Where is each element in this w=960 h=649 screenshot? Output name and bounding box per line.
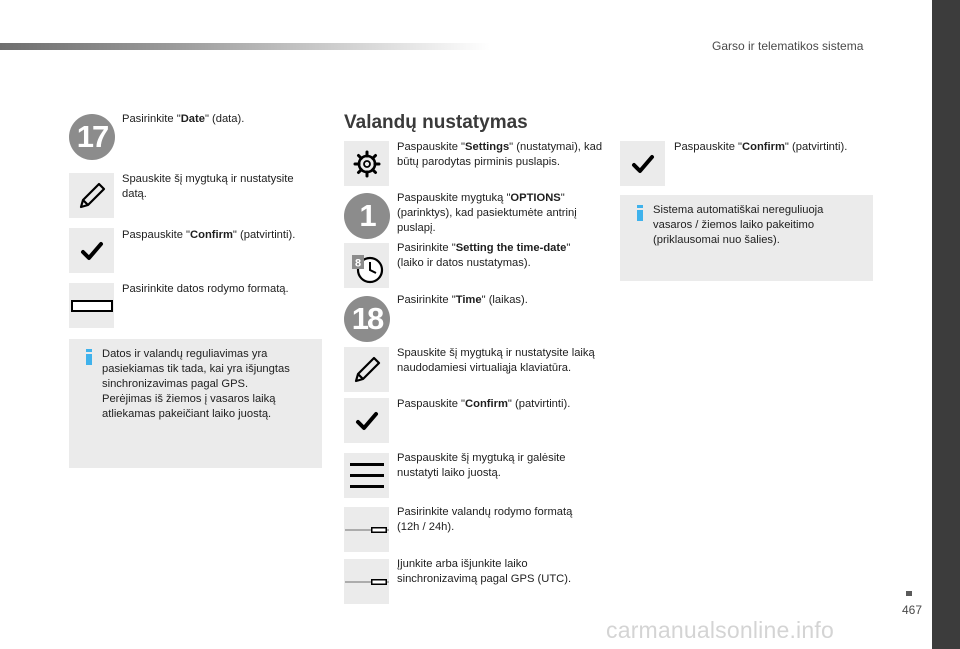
step-text: Spauskite šį mygtuką ir nustatysite laiką naudodamiesi virtualiąja klaviatūra. <box>397 347 595 374</box>
clock-icon <box>344 243 389 288</box>
step-text: " (parinktys), kad pasiektumėte antrinį puslapį. <box>397 192 577 234</box>
info-icon <box>83 349 95 365</box>
middle-step-9 <box>397 557 597 587</box>
edit-pencil-icon <box>69 173 114 218</box>
middle-step-6 <box>397 397 597 412</box>
left-step-2 <box>122 172 312 202</box>
section-title: Valandų nustatymas <box>344 112 528 133</box>
step-keyword: Time <box>455 294 482 306</box>
left-note-text <box>102 347 314 422</box>
right-step-1 <box>674 140 874 155</box>
step-text: Pasirinkite valandų rodymo formatą (12h / 24h). <box>397 506 573 533</box>
note-line: Perėjimas iš žiemos į vasaros laiką <box>102 393 276 405</box>
step-text: " (data). <box>204 113 245 125</box>
step-text: Spauskite šį mygtuką ir nustatysite datą. <box>122 173 294 200</box>
step-text: " (laikas). <box>481 294 528 306</box>
step-keyword: Confirm <box>190 229 233 241</box>
step-text: " (nustatymai), kad būtų parodytas pirminis puslapis. <box>397 141 603 168</box>
step-keyword: Confirm <box>465 398 508 410</box>
info-icon <box>634 205 646 221</box>
checkmark-icon <box>69 228 114 273</box>
note-line: vasaros / žiemos laiko pakeitimo <box>653 219 815 231</box>
step-keyword: Date <box>180 113 205 125</box>
header-title: Garso ir telematikos sistema <box>712 39 864 53</box>
step-text: " (patvirtinti). <box>507 398 571 410</box>
step-text: Pasirinkite " <box>122 113 181 125</box>
step-text: Pasirinkite datos rodymo formatą. <box>122 283 289 295</box>
step-text: Paspauskite šį mygtuką ir galėsite nustatyti laiko juostą. <box>397 452 566 479</box>
middle-step-7 <box>397 451 597 481</box>
step-keyword: Confirm <box>742 141 785 153</box>
note-line: (priklausomai nuo šalies). <box>653 234 780 246</box>
middle-step-1 <box>397 140 607 170</box>
format-bar-icon <box>69 283 114 328</box>
step-text: " (patvirtinti). <box>784 141 848 153</box>
side-tab-bar <box>932 0 960 649</box>
right-note-text <box>653 203 865 248</box>
left-step-3 <box>122 228 322 243</box>
middle-step-8 <box>397 505 597 535</box>
toggle-switch-icon <box>344 507 389 552</box>
step-keyword: Setting the time-date <box>455 242 567 254</box>
step-keyword: OPTIONS <box>510 192 561 204</box>
step-badge-1: 1 <box>344 193 390 239</box>
step-text: Pasirinkite " <box>397 242 456 254</box>
menu-lines-icon <box>344 453 389 498</box>
step-badge-18: 18 <box>344 296 390 342</box>
toggle-switch-icon <box>344 559 389 604</box>
checkmark-icon <box>620 141 665 186</box>
clock-icon-number: 8 <box>354 257 361 269</box>
settings-gear-icon <box>344 141 389 186</box>
watermark: carmanualsonline.info <box>606 617 834 643</box>
step-text: Paspauskite " <box>122 229 191 241</box>
middle-step-4 <box>397 293 597 308</box>
step-badge-17: 17 <box>69 114 115 160</box>
left-info-note <box>69 339 322 468</box>
page-marker <box>906 591 912 596</box>
step-text: Įjunkite arba išjunkite laiko sinchronizavimą pagal GPS (UTC). <box>397 558 572 585</box>
step-text: Pasirinkite " <box>397 294 456 306</box>
page-number: 467 <box>902 603 923 617</box>
step-text: " (laiko ir datos nustatymas). <box>397 242 571 269</box>
edit-pencil-icon <box>344 347 389 392</box>
step-text: Paspauskite " <box>397 141 466 153</box>
step-text: Paspauskite " <box>674 141 743 153</box>
note-line: atliekamas pakeičiant laiko juostą. <box>102 408 272 420</box>
note-line: Sistema automatiškai nereguliuoja <box>653 204 824 216</box>
note-line: pasiekiamas tik tada, kai yra išjungtas <box>102 363 290 375</box>
right-info-note <box>620 195 873 281</box>
middle-step-5 <box>397 346 597 376</box>
header-gradient-rule <box>0 43 490 50</box>
note-line: sinchronizavimas pagal GPS. <box>102 378 249 390</box>
left-step-1 <box>122 112 312 127</box>
middle-step-3 <box>397 241 597 271</box>
step-keyword: Settings <box>465 141 510 153</box>
step-text: Paspauskite mygtuką " <box>397 192 511 204</box>
note-line: Datos ir valandų reguliavimas yra <box>102 348 268 360</box>
left-step-4 <box>122 282 322 297</box>
step-text: " (patvirtinti). <box>232 229 296 241</box>
step-text: Paspauskite " <box>397 398 466 410</box>
middle-step-2 <box>397 191 597 236</box>
checkmark-icon <box>344 398 389 443</box>
